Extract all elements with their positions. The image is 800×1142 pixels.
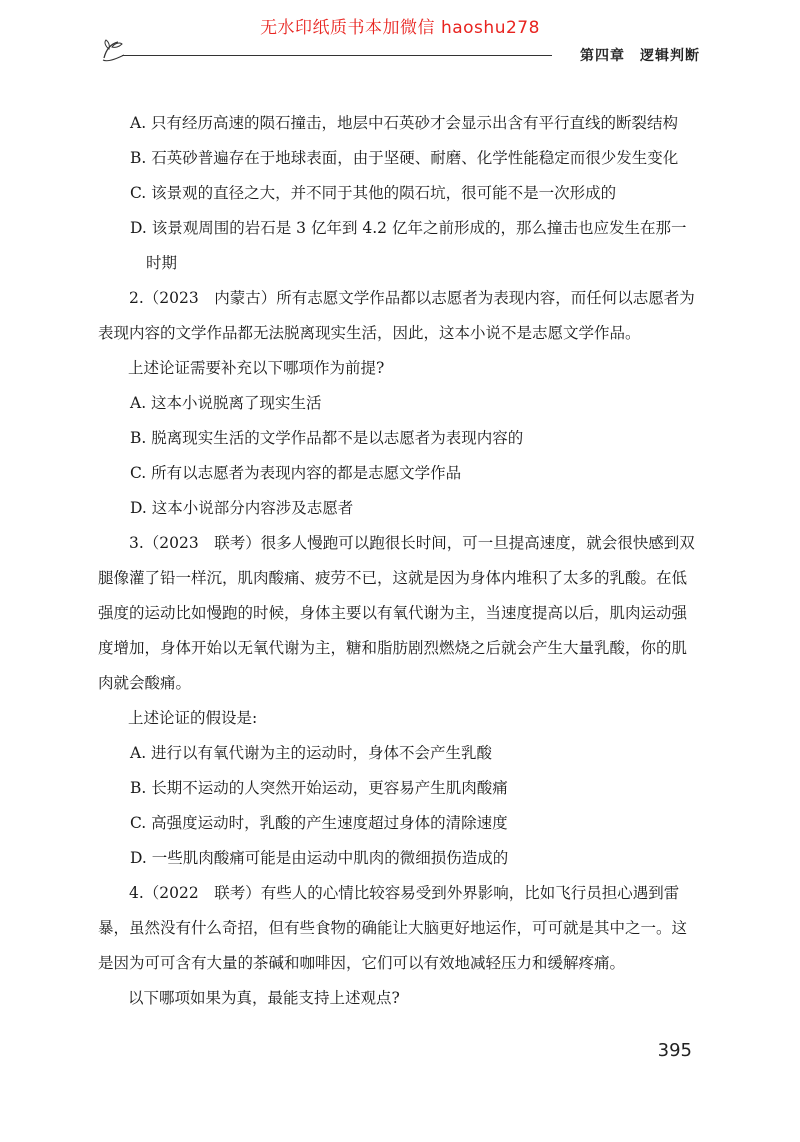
chapter-title: 第四章 逻辑判断: [580, 48, 700, 64]
q1-option-b: B. 石英砂普遍存在于地球表面，由于坚硬、耐磨、化学性能稳定而很少发生变化: [130, 149, 679, 167]
q3-option-a: A. 进行以有氧代谢为主的运动时，身体不会产生乳酸: [130, 744, 493, 762]
q1-option-c: C. 该景观的直径之大，并不同于其他的陨石坑，很可能不是一次形成的: [130, 184, 617, 202]
q3-option-b: B. 长期不运动的人突然开始运动，更容易产生肌肉酸痛: [130, 779, 508, 797]
q2-question: 上述论证需要补充以下哪项作为前提?: [128, 359, 385, 377]
page-number: 395: [657, 1040, 692, 1061]
q2-option-a: A. 这本小说脱离了现实生活: [130, 394, 322, 412]
q1-option-a: A. 只有经历高速的陨石撞击，地层中石英砂才会显示出含有平行直线的断裂结构: [130, 114, 679, 132]
q3-stem: 3.（2023 联考）很多人慢跑可以跑很长时间，可一旦提高速度，就会很快感到双腿像灌了铅一样沉，肌肉酸痛、疲劳不已，这就是因为身体内堆积了太多的乳酸。在低强度的运动比如慢跑的时候，身体主要以有氧代谢为主，当速度提高以后，肌肉运动强度增加，身体开始以无氧代谢为主，糖和脂肪剧烈燃烧之后就会产生大量乳酸，你的肌肉就会酸痛。: [98, 534, 695, 692]
q1-option-d-continued: 时期: [146, 254, 178, 272]
q4-stem: 4.（2022 联考）有些人的心情比较容易受到外界影响，比如飞行员担心遇到雷暴，虽然没有什么奇招，但有些食物的确能让大脑更好地运作，可可就是其中之一。这是因为可可含有大量的茶碱和咖啡因，它们可以有效地减轻压力和缓解疼痛。: [98, 884, 688, 972]
page-header: [100, 38, 700, 68]
leaf-ornament-icon: [100, 38, 126, 64]
q4-question: 以下哪项如果为真，最能支持上述观点?: [128, 989, 400, 1007]
q1-option-d: D. 该景观周围的岩石是 3 亿年到 4.2 亿年之前形成的，那么撞击也应发生在那一: [130, 219, 687, 237]
header-rule: [122, 55, 552, 56]
q3-option-d: D. 一些肌肉酸痛可能是由运动中肌肉的微细损伤造成的: [130, 849, 509, 867]
q2-stem: 2.（2023 内蒙古）所有志愿文学作品都以志愿者为表现内容，而任何以志愿者为表现内容的文学作品都无法脱离现实生活，因此，这本小说不是志愿文学作品。: [98, 289, 695, 342]
q3-option-c: C. 高强度运动时，乳酸的产生速度超过身体的清除速度: [130, 814, 508, 832]
q2-option-b: B. 脱离现实生活的文学作品都不是以志愿者为表现内容的: [130, 429, 524, 447]
q2-option-d: D. 这本小说部分内容涉及志愿者: [130, 499, 354, 517]
page-body: [98, 106, 698, 1016]
q2-option-c: C. 所有以志愿者为表现内容的都是志愿文学作品: [130, 464, 462, 482]
watermark-text: 无水印纸质书本加微信 haoshu278: [260, 18, 540, 38]
q3-question: 上述论证的假设是:: [128, 709, 258, 727]
